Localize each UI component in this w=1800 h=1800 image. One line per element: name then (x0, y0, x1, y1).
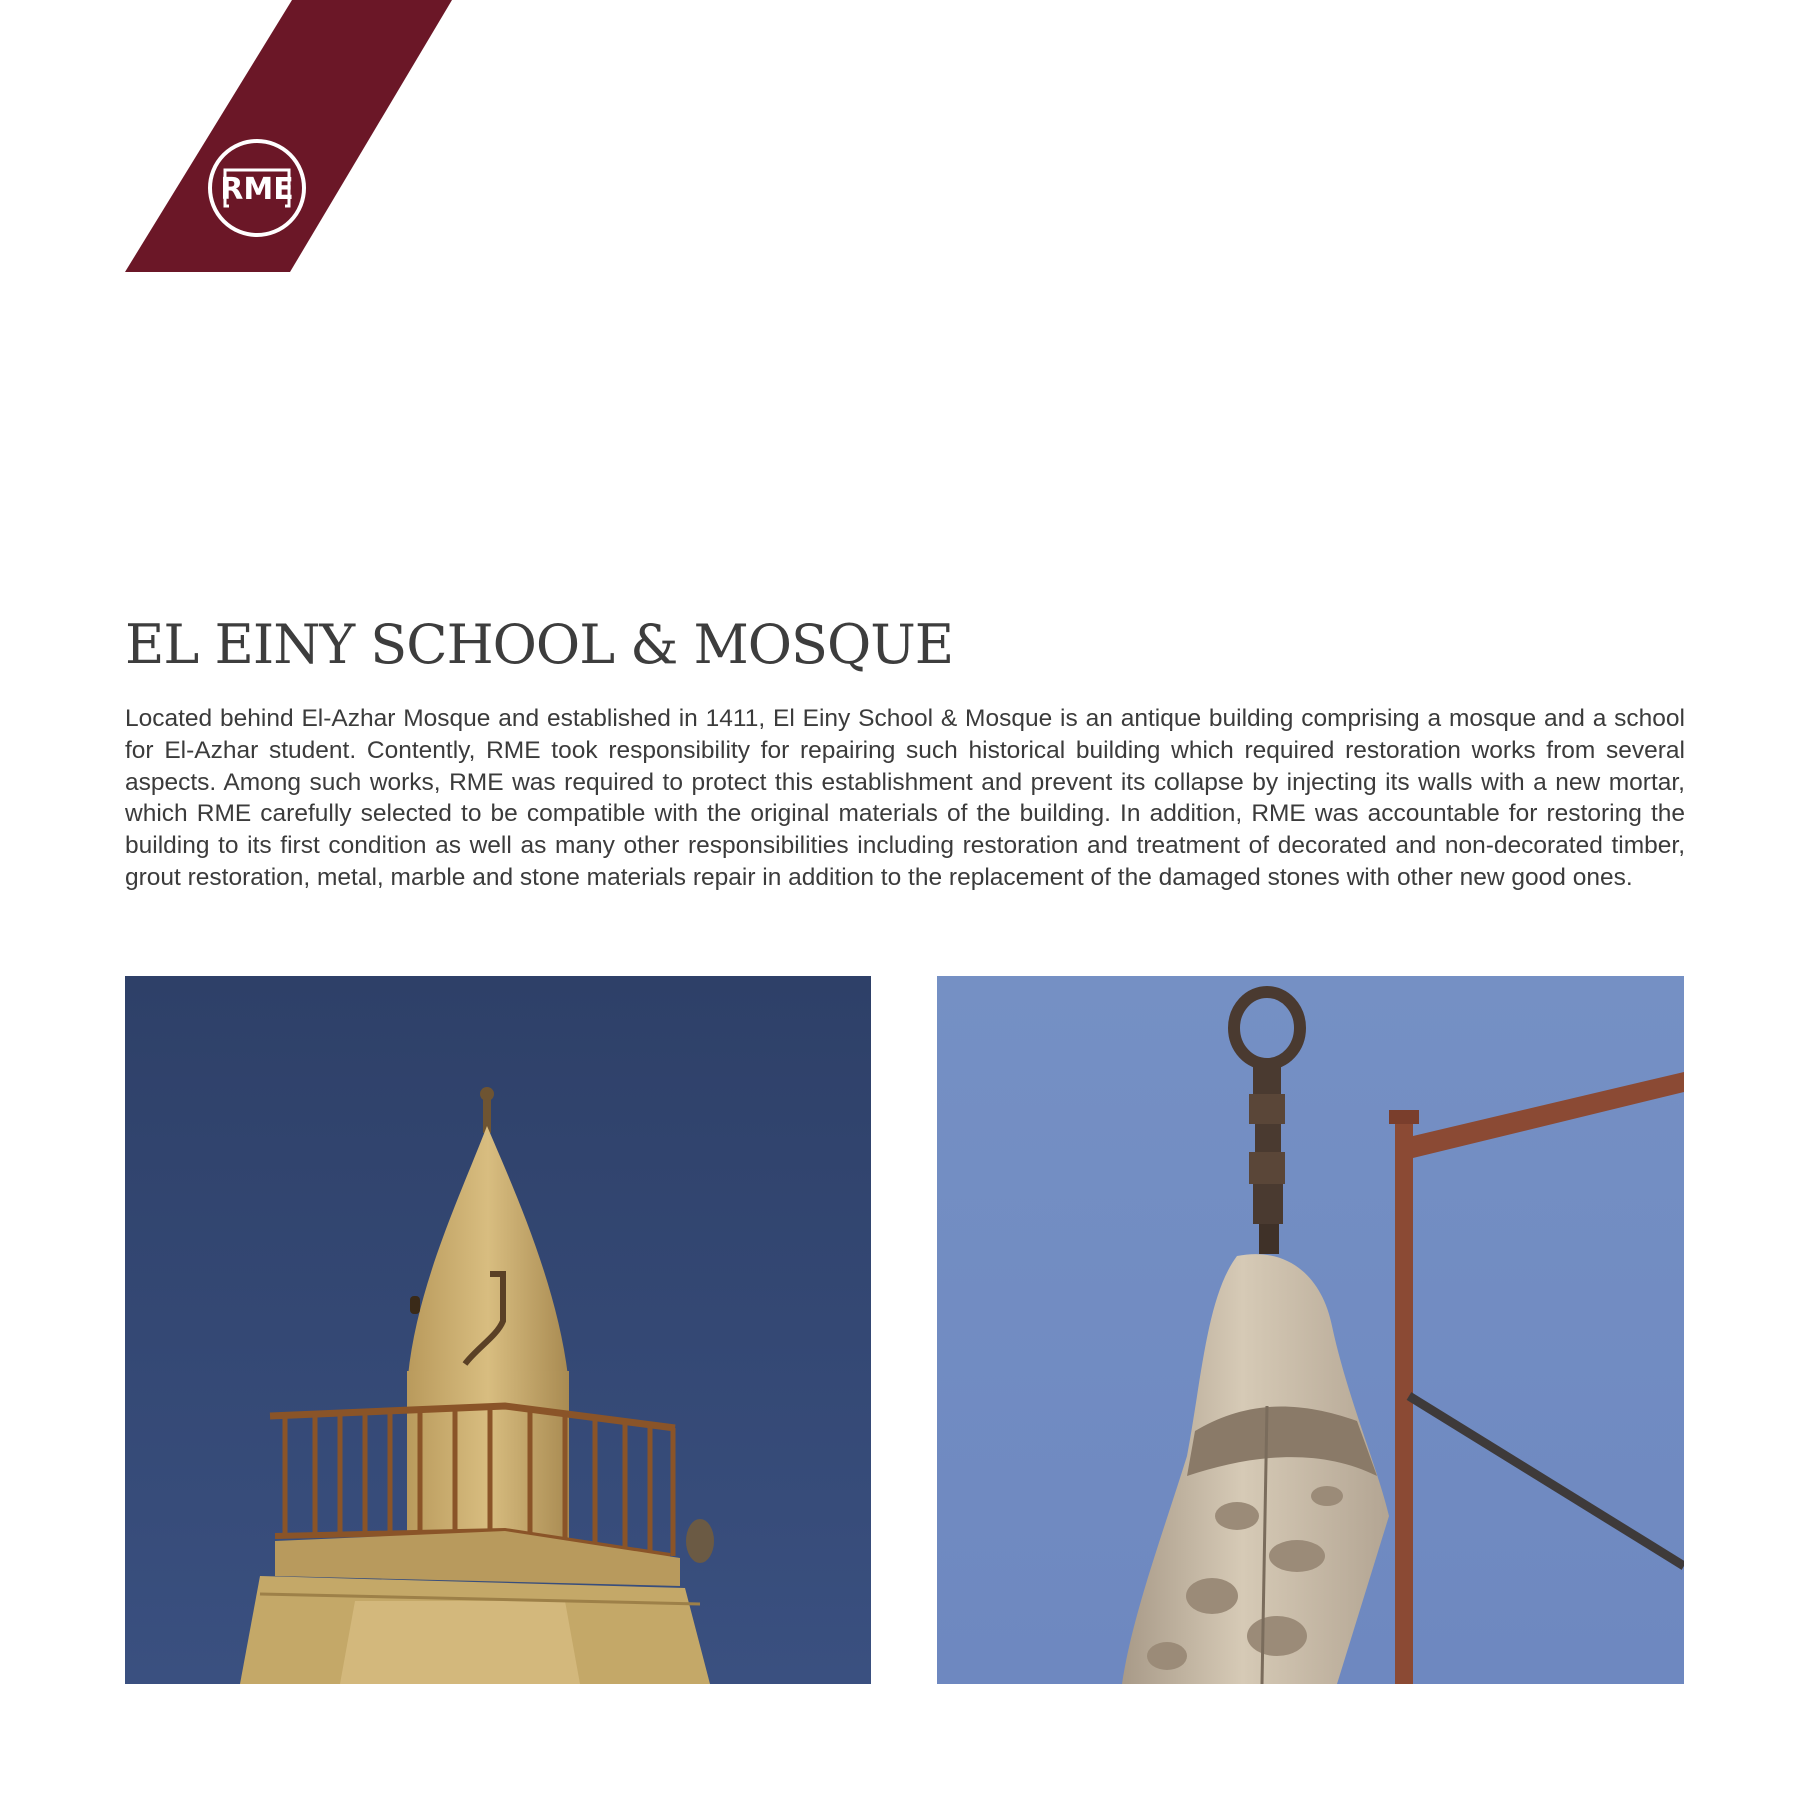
finial-segment (1249, 1152, 1285, 1184)
finial-segment (1253, 1064, 1281, 1094)
minaret-photo (125, 976, 871, 1684)
finial-illustration (937, 976, 1684, 1684)
finial-neck (1259, 1224, 1279, 1254)
finial-photo (937, 976, 1684, 1684)
base-front-facet (340, 1601, 580, 1684)
minaret-window (410, 1296, 420, 1314)
finial-segment (1255, 1124, 1281, 1152)
brand-band (0, 0, 460, 280)
page-title: EL EINY SCHOOL & MOSQUE (125, 613, 954, 676)
minaret-illustration (125, 976, 871, 1684)
pipe-cap (1389, 1110, 1419, 1124)
logo-graphic (0, 0, 460, 280)
finial-crescent (480, 1087, 494, 1101)
loudspeaker (686, 1519, 714, 1563)
finial-segment (1249, 1094, 1285, 1124)
logo-text: RME (220, 172, 294, 207)
brand-diagonal-band (125, 0, 452, 272)
intro-paragraph: Located behind El-Azhar Mosque and established in 1411, El Einy School & Mosque is an antique building comprising a mosque and a school for El-Azhar student. Contently, RME took responsibility for repairing such historical building which required restoration works from several aspects. Among such works, RME was required to protect this establishment and prevent its collapse by injecting its walls with a new mortar, which RME carefully selected to be compatible with the original materials of the building. In addition, RME was accountable for restoring the building to its first condition as well as many other responsibilities including restoration and treatment of decorated and non-decorated timber, grout restoration, metal, marble and stone materials repair in addition to the replacement of the damaged stones with other new good ones. (125, 705, 1685, 891)
finial-segment (1253, 1184, 1283, 1224)
